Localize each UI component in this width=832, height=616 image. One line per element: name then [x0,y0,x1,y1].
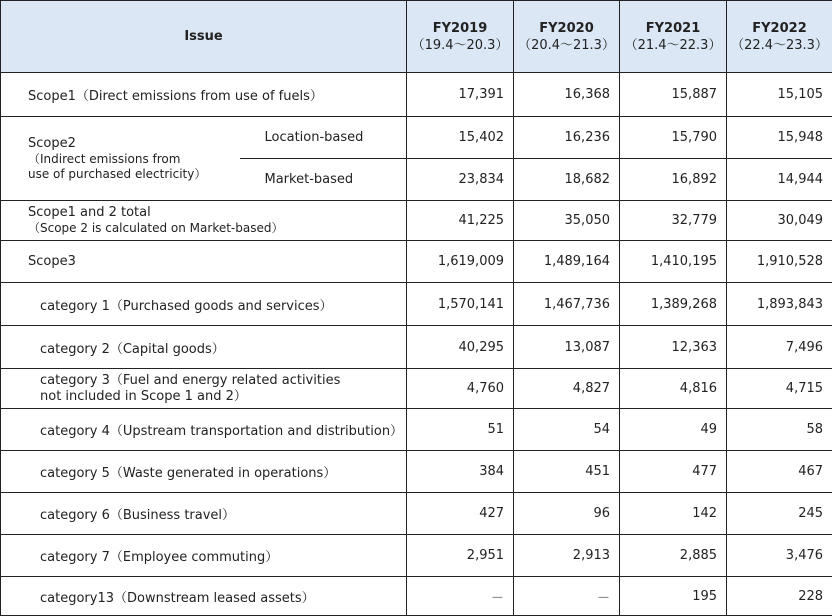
row-scope3 [1,241,832,283]
cell-value: 3,476 [727,535,832,577]
label-scope3: Scope3 [1,241,407,283]
label-category-6: category 6（Business travel） [1,493,407,535]
cell-value: － [514,577,620,616]
cell-value: 477 [620,451,727,493]
row-category [1,409,832,451]
cell-value: 32,779 [620,201,727,241]
label-category-3: category 3（Fuel and energy related activities not included in Scope 1 and 2） [1,369,407,409]
cell-value: 41,225 [407,201,514,241]
header-fy2022: FY2022 （22.4～23.3） [727,1,832,73]
cell-value: 228 [727,577,832,616]
label-category-13: category13（Downstream leased assets） [1,577,407,616]
cell-value: 4,816 [620,369,727,409]
cell-value: 1,467,736 [514,283,620,326]
label-category-4: category 4（Upstream transportation and distribution） [1,409,407,451]
cell-value: 17,391 [407,73,514,117]
cell-value: 40,295 [407,326,514,369]
cell-value: 384 [407,451,514,493]
cell-value: 451 [514,451,620,493]
cell-value: 15,105 [727,73,832,117]
cell-value: 15,790 [620,117,727,159]
row-category [1,535,832,577]
cell-value: 15,887 [620,73,727,117]
cell-value: 16,368 [514,73,620,117]
cell-value: 2,913 [514,535,620,577]
cell-value: 58 [727,409,832,451]
cell-value: 1,893,843 [727,283,832,326]
cell-value: 427 [407,493,514,535]
row-scope2-location [1,117,832,159]
cell-value: 18,682 [514,159,620,201]
row-scope1 [1,73,832,117]
cell-value: 54 [514,409,620,451]
cell-value: 4,715 [727,369,832,409]
row-category [1,577,832,616]
header-issue: Issue [1,1,407,73]
label-location-based: Location-based [240,117,407,159]
label-category-5: category 5（Waste generated in operations） [1,451,407,493]
label-scope1: Scope1（Direct emissions from use of fuels） [1,73,407,117]
row-category [1,283,832,326]
cell-value: 7,496 [727,326,832,369]
header-fy2019: FY2019 （19.4～20.3） [407,1,514,73]
header-fy2021: FY2021 （21.4～22.3） [620,1,727,73]
cell-value: 12,363 [620,326,727,369]
cell-value: 195 [620,577,727,616]
cell-value: － [407,577,514,616]
cell-value: 30,049 [727,201,832,241]
header-fy2020: FY2020 （20.4～21.3） [514,1,620,73]
cell-value: 1,570,141 [407,283,514,326]
row-category [1,326,832,369]
label-scope2: Scope2 （Indirect emissions from use of purchased electricity） [1,117,240,201]
label-category-2: category 2（Capital goods） [1,326,407,369]
cell-value: 13,087 [514,326,620,369]
label-category-1: category 1（Purchased goods and services） [1,283,407,326]
row-category [1,369,832,409]
label-total: Scope1 and 2 total （Scope 2 is calculated on Market-based） [1,201,407,241]
cell-value: 16,892 [620,159,727,201]
header-row [1,1,832,73]
cell-value: 1,619,009 [407,241,514,283]
cell-value: 467 [727,451,832,493]
cell-value: 49 [620,409,727,451]
row-category [1,493,832,535]
cell-value: 1,389,268 [620,283,727,326]
row-total [1,201,832,241]
cell-value: 142 [620,493,727,535]
cell-value: 1,410,195 [620,241,727,283]
cell-value: 2,951 [407,535,514,577]
cell-value: 1,489,164 [514,241,620,283]
cell-value: 4,760 [407,369,514,409]
label-category-7: category 7（Employee commuting） [1,535,407,577]
cell-value: 35,050 [514,201,620,241]
cell-value: 1,910,528 [727,241,832,283]
cell-value: 51 [407,409,514,451]
cell-value: 2,885 [620,535,727,577]
cell-value: 15,948 [727,117,832,159]
cell-value: 14,944 [727,159,832,201]
cell-value: 23,834 [407,159,514,201]
cell-value: 16,236 [514,117,620,159]
cell-value: 15,402 [407,117,514,159]
cell-value: 245 [727,493,832,535]
cell-value: 4,827 [514,369,620,409]
cell-value: 96 [514,493,620,535]
row-category [1,451,832,493]
label-market-based: Market-based [240,159,407,201]
